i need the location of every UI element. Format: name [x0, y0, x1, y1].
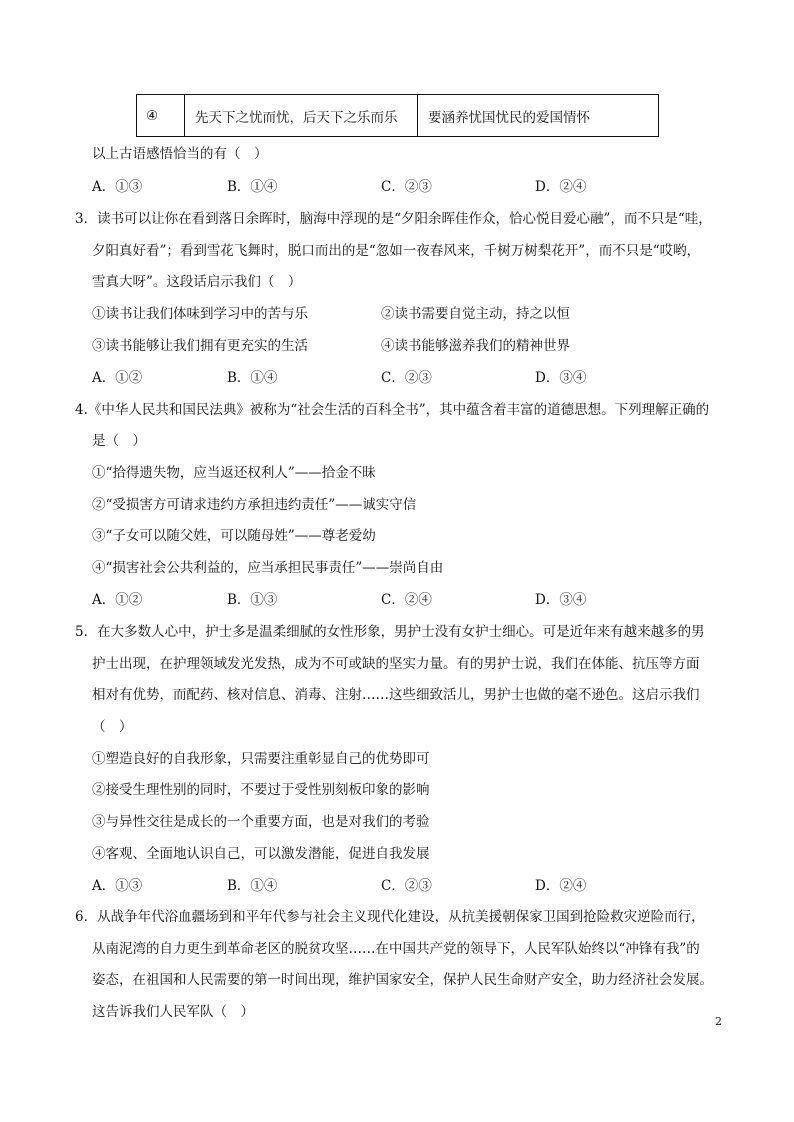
- q4-statement-2: ②“受损害方可请求违约方承担违约责任”——诚实守信: [92, 497, 417, 513]
- q3-option-d[interactable]: D．③④: [535, 370, 587, 386]
- q5-option-c[interactable]: C．②③: [381, 878, 432, 894]
- q4-statement-1: ①“拾得遗失物，应当返还权利人”——拾金不昧: [92, 465, 376, 481]
- q3-stem-line-1: 3．读书可以让你在看到落日余晖时，脑海中浮现的是“夕阳余晖佳作众，恰心悦目爱心融”，而不只是“哇，: [75, 211, 712, 227]
- q3-option-a[interactable]: A．①②: [92, 370, 143, 386]
- page-number: 2: [715, 1015, 722, 1028]
- table-cell-num: ④: [137, 95, 185, 137]
- q5-statement-2: ②接受生理性别的同时，不要过于受性别刻板印象的影响: [92, 782, 430, 798]
- q4-stem-line-1: 4.《中华人民共和国民法典》被称为“社会生活的百科全书”，其中蕴含着丰富的道德思想。下列理解正确的: [75, 402, 710, 418]
- q4-option-d[interactable]: D．③④: [535, 592, 587, 608]
- q4-option-a[interactable]: A．①②: [92, 592, 143, 608]
- q2-option-c[interactable]: C．②③: [381, 179, 432, 195]
- q4-stem-line-2: 是（ ）: [92, 433, 146, 449]
- q3-option-c[interactable]: C．②③: [381, 370, 432, 386]
- q3-statement-3: ③读书能够让我们拥有更充实的生活: [92, 338, 308, 354]
- q5-stem-line-1: 5．在大多数人心中，护士多是温柔细腻的女性形象，男护士没有女护士细心。可是近年来有越来越多的男: [75, 624, 705, 640]
- q2-option-d[interactable]: D．②④: [535, 179, 587, 195]
- q3-statement-2: ②读书需要自觉主动，持之以恒: [381, 306, 570, 322]
- q5-option-a[interactable]: A．①③: [92, 878, 143, 894]
- q6-stem-line-3: 姿态，在祖国和人民需要的第一时间出现，维护国家安全，保护人民生命财产安全，助力经济社会发展。: [92, 972, 713, 988]
- q3-stem-line-3: 雪真大呀”。这段话启示我们（ ）: [92, 274, 302, 290]
- q2-option-a[interactable]: A．①③: [92, 179, 143, 195]
- q6-stem-line-2: 从南泥湾的自力更生到革命老区的脱贫攻坚……在中国共产党的领导下，人民军队始终以“冲锋有我”的: [92, 941, 700, 957]
- q3-stem-line-2: 夕阳真好看”；看到雪花飞舞时，脱口而出的是“忽如一夜春风来，千树万树梨花开”，而不只是“哎哟，: [92, 243, 701, 259]
- table-cell-quote: 先天下之忧而忧，后天下之乐而乐: [185, 95, 418, 137]
- q4-option-c[interactable]: C．②④: [381, 592, 432, 608]
- q2-stem: 以上古语感悟恰当的有（ ）: [92, 146, 268, 162]
- q4-statement-3: ③“子女可以随父姓，可以随母姓”——尊老爱幼: [92, 528, 376, 544]
- q3-statement-1: ①读书让我们体味到学习中的苦与乐: [92, 306, 308, 322]
- q5-stem-line-3: 相对有优势，而配药、核对信息、消毒、注射……这些细致活儿，男护士也做的毫不逊色。这启示我们: [92, 687, 700, 703]
- q5-statement-3: ③与异性交往是成长的一个重要方面，也是对我们的考验: [92, 814, 430, 830]
- q5-option-b[interactable]: B．①④: [227, 878, 278, 894]
- q4-option-b[interactable]: B．①③: [227, 592, 278, 608]
- quote-table: [136, 94, 659, 137]
- q6-stem-line-4: 这告诉我们人民军队（ ）: [92, 1004, 254, 1020]
- q5-statement-4: ④客观、全面地认识自己，可以激发潜能，促进自我发展: [92, 846, 430, 862]
- table-cell-insight: 要涵养忧国忧民的爱国情怀: [418, 95, 659, 137]
- q6-stem-line-1: 6．从战争年代浴血疆场到和平年代参与社会主义现代化建设，从抗美援朝保家卫国到抢险救灾逆险而行，: [75, 909, 705, 925]
- q3-statement-4: ④读书能够滋养我们的精神世界: [381, 338, 570, 354]
- q5-stem-line-2: 护士出现，在护理领域发光发热，成为不可或缺的坚实力量。有的男护士说，我们在体能、抗压等方面: [92, 656, 700, 672]
- q3-option-b[interactable]: B．①④: [227, 370, 278, 386]
- q2-option-b[interactable]: B．①④: [227, 179, 278, 195]
- table-row: [137, 95, 659, 137]
- q5-statement-1: ①塑造良好的自我形象，只需要注重彰显自己的优势即可: [92, 751, 430, 767]
- q5-stem-line-4: （ ）: [92, 719, 133, 735]
- q5-option-d[interactable]: D．②④: [535, 878, 587, 894]
- q4-statement-4: ④“损害社会公共利益的，应当承担民事责任”——崇尚自由: [92, 560, 444, 576]
